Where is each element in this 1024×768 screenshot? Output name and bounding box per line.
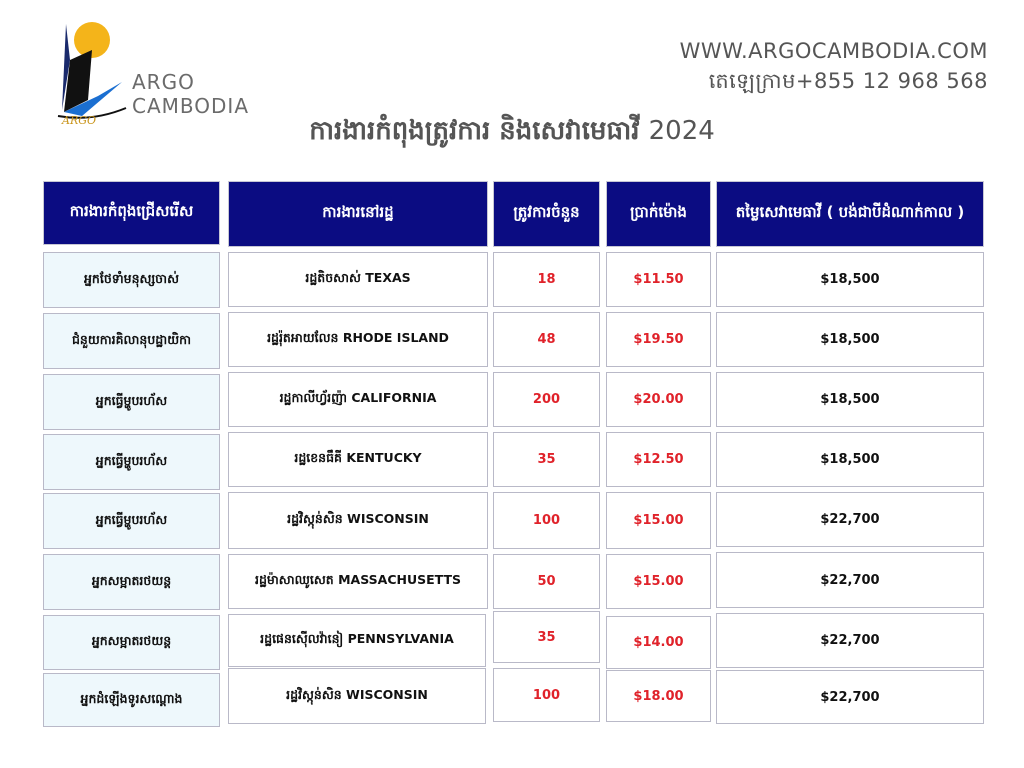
table-cell-count: 50 <box>493 554 600 609</box>
table-cell-wage: $12.50 <box>606 432 711 487</box>
table-cell-job: អ្នកសម្អាតរថយន្ត <box>43 615 220 670</box>
table-cell-count: 18 <box>493 252 600 307</box>
table-cell-wage: $18.00 <box>606 670 711 722</box>
contact-info <box>680 36 988 96</box>
website-link[interactable]: WWW.ARGOCAMBODIA.COM <box>679 39 988 63</box>
header-wage: ប្រាក់ម៉ោង <box>606 181 711 247</box>
table-cell-state: រដ្ឋវិស្កុន់សិន WISCONSIN <box>228 668 486 724</box>
table-cell-wage: $15.00 <box>606 492 711 549</box>
table-cell-wage: $11.50 <box>606 252 711 307</box>
table-cell-count: 100 <box>493 668 600 722</box>
logo-text: ARGO <box>62 114 97 127</box>
table-cell-count: 48 <box>493 312 600 367</box>
table-cell-job: អ្នកថែទាំមនុស្សចាស់ <box>43 252 220 308</box>
table-cell-wage: $15.00 <box>606 554 711 609</box>
table-cell-fee: $22,700 <box>716 613 984 668</box>
table-cell-wage: $19.50 <box>606 312 711 367</box>
table-cell-state: រដ្ឋផេនស៊ើលវ៉ានៀ PENNSYLVANIA <box>228 614 486 667</box>
table-cell-fee: $18,500 <box>716 432 984 487</box>
table-cell-count: 35 <box>493 611 600 663</box>
table-cell-job: អ្នកដំឡើងទូរសណ្ដោង <box>43 673 220 727</box>
title-khmer: ការងារកំពុងត្រូវការ និងសេវាមេធាវី <box>309 116 640 146</box>
brand-line1: ARGO <box>132 70 195 94</box>
header-job: ការងារកំពុងជ្រើសរើស <box>43 181 220 245</box>
page-title <box>0 114 1024 152</box>
header-state: ការងារនៅរដ្ឋ <box>228 181 488 247</box>
phone-number: តេឡេក្រាម+855 12 968 568 <box>708 69 988 93</box>
header-fee: តម្លៃសេវាមេធាវី ( បង់ជាបីដំណាក់កាល ) <box>716 181 984 247</box>
argo-logo-icon <box>52 20 132 128</box>
table-cell-fee: $18,500 <box>716 312 984 367</box>
table-cell-state: រដ្ឋវិស្កុន់សិន WISCONSIN <box>228 492 488 549</box>
table-cell-fee: $22,700 <box>716 670 984 724</box>
table-cell-state: រដ្ឋរ៉ុតអាយលែន RHODE ISLAND <box>228 312 488 367</box>
table-cell-state: រដ្ឋតិចសាស់ TEXAS <box>228 252 488 307</box>
brand-name <box>132 70 249 118</box>
table-cell-state: រដ្ឋកាលីហ្វ័រញ៉ា CALIFORNIA <box>228 372 488 427</box>
table-cell-job: អ្នកធ្វើម្ហូបរហ័ស <box>43 493 220 549</box>
table-cell-fee: $18,500 <box>716 372 984 427</box>
table-cell-wage: $14.00 <box>606 616 711 669</box>
table-cell-fee: $22,700 <box>716 492 984 547</box>
table-cell-job: អ្នកធ្វើម្ហូបរហ័ស <box>43 434 220 490</box>
brand-line2: CAMBODIA <box>132 94 249 118</box>
table-cell-job: ជំនួយការគិលានុបដ្ឋាយិកា <box>43 313 220 369</box>
table-cell-job: អ្នកសម្អាតរថយន្ត <box>43 554 220 610</box>
title-year: 2024 <box>648 116 715 146</box>
table-cell-count: 100 <box>493 492 600 549</box>
table-cell-fee: $22,700 <box>716 552 984 608</box>
table-cell-wage: $20.00 <box>606 372 711 427</box>
table-cell-state: រដ្ឋម៉ាសាឈូសេត MASSACHUSETTS <box>228 554 488 609</box>
table-cell-state: រដ្ឋខេនធឹគី KENTUCKY <box>228 432 488 487</box>
table-cell-count: 35 <box>493 432 600 487</box>
table-cell-fee: $18,500 <box>716 252 984 307</box>
table-cell-job: អ្នកធ្វើម្ហូបរហ័ស <box>43 374 220 430</box>
table-cell-count: 200 <box>493 372 600 427</box>
header-count: ត្រូវការចំនួន <box>493 181 600 247</box>
